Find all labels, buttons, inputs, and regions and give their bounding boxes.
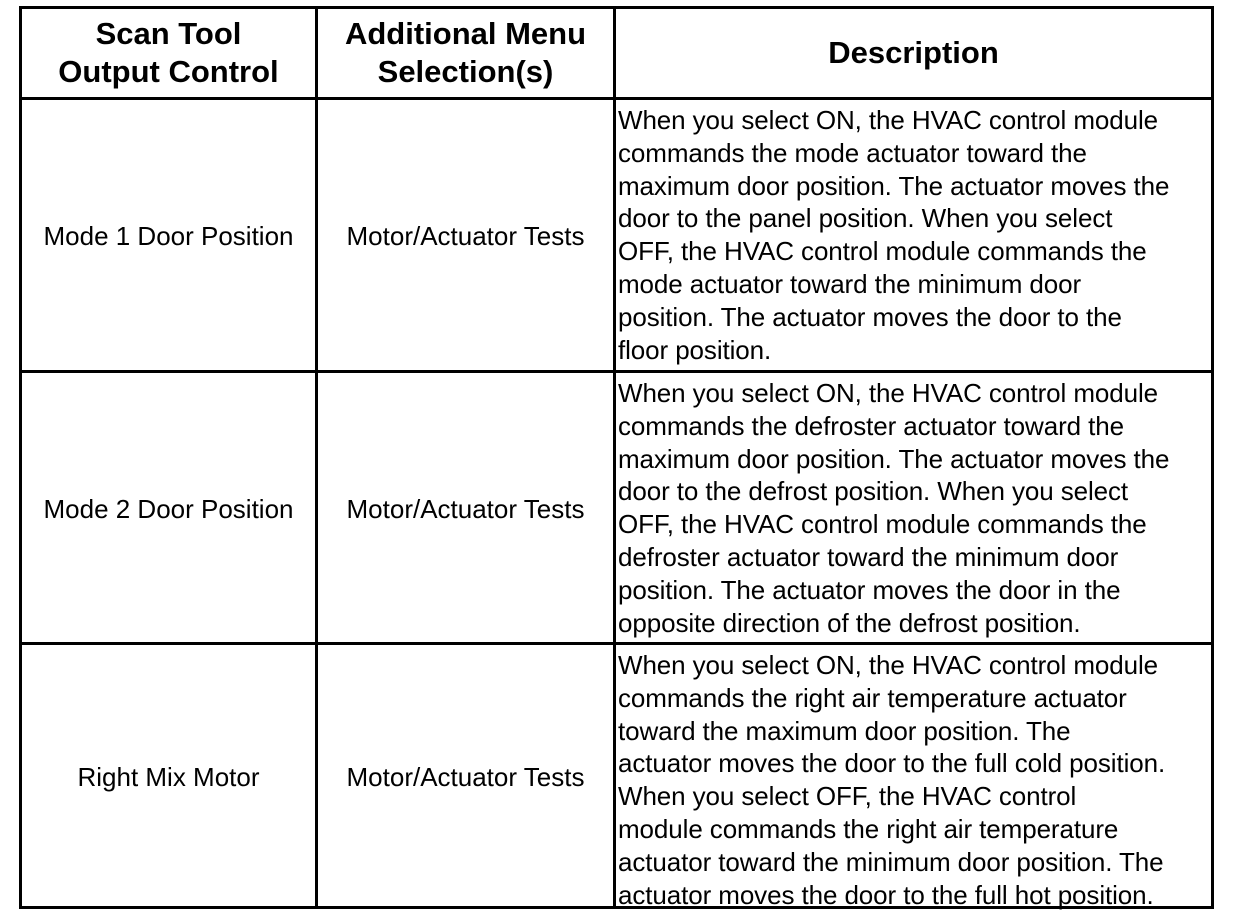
menu-selection-cell: Motor/Actuator Tests	[318, 100, 616, 373]
menu-selection-cell: Motor/Actuator Tests	[318, 645, 616, 909]
menu-selection-cell: Motor/Actuator Tests	[318, 373, 616, 645]
control-cell: Right Mix Motor	[22, 645, 318, 909]
header-scan-tool-output-control	[22, 9, 318, 97]
control-cell: Mode 2 Door Position	[22, 373, 318, 645]
output-control-table	[19, 6, 1214, 909]
description-cell: When you select ON, the HVAC control module commands the defroster actuator toward the maximum door position. The actuator moves the door to the defrost position. When you select OFF, the HVAC control module commands the defroster actuator toward the minimum door position. The actuator moves the door in the opposite direction of the defrost position.	[618, 378, 1170, 638]
table-header-row	[22, 9, 1211, 97]
header-label: Scan Tool Output Control	[58, 16, 279, 89]
table-row	[22, 97, 1211, 373]
control-cell: Mode 1 Door Position	[22, 100, 318, 373]
header-description	[616, 9, 1211, 97]
header-label: Additional Menu Selection(s)	[344, 16, 587, 89]
description-cell: When you select ON, the HVAC control module commands the right air temperature actuator toward the maximum door position. The actuator moves the door to the full cold position. When you select OFF, the HVAC control module commands the right air temperature actuator toward the minimum door position. The actuator moves the door to the full hot position.	[618, 650, 1166, 910]
table-row	[22, 370, 1211, 645]
header-label: Description	[828, 35, 999, 70]
description-cell: When you select ON, the HVAC control module commands the mode actuator toward the maximum door position. The actuator moves the door to the panel position. When you select OFF, the HVAC control module commands the mode actuator toward the minimum door position. The actuator moves the door to the floor position.	[618, 105, 1170, 365]
header-additional-menu-selections	[318, 9, 616, 97]
table-row	[22, 642, 1211, 909]
